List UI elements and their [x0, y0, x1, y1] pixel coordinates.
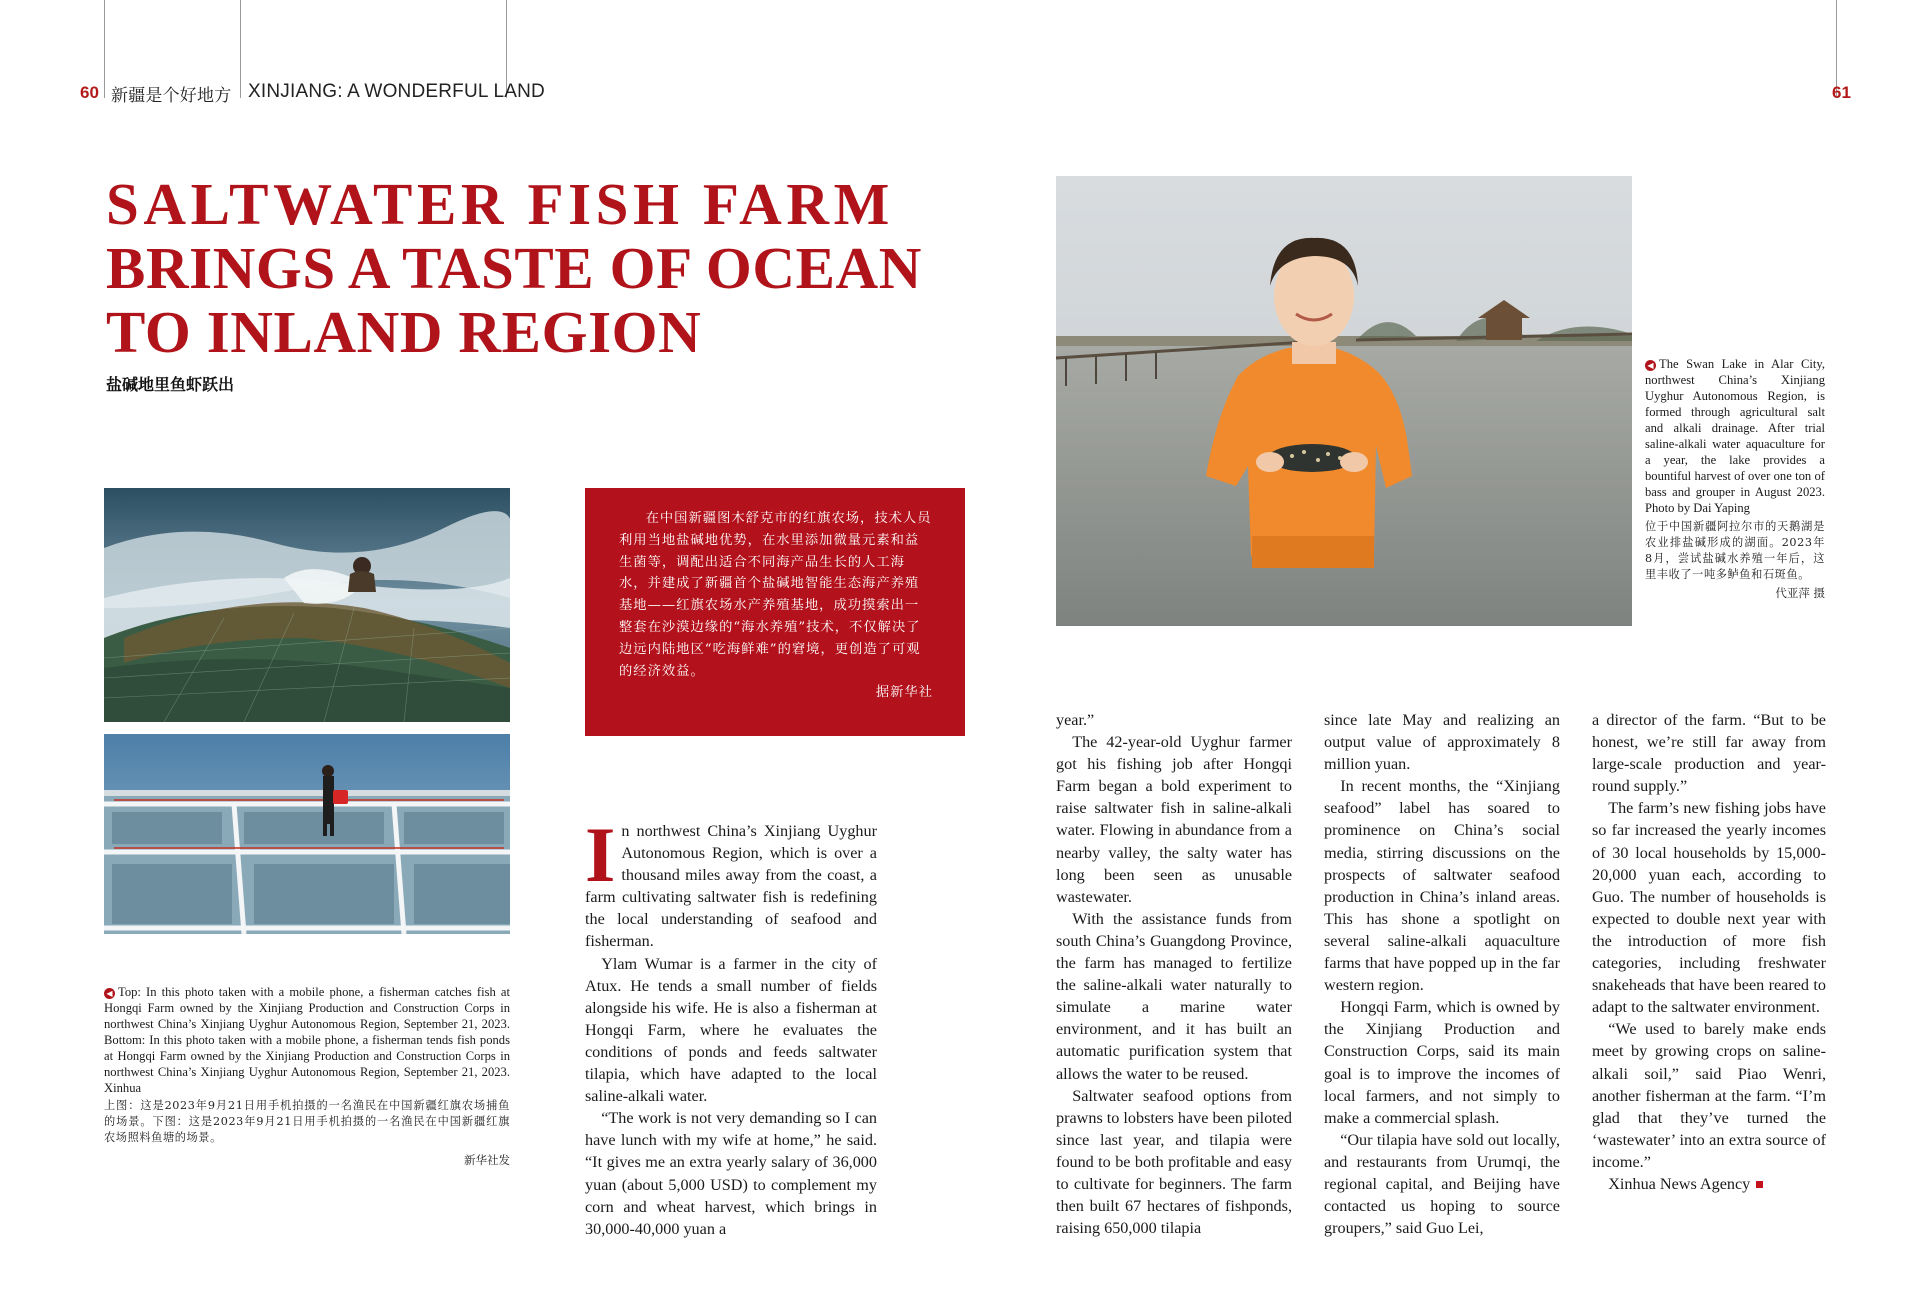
- body-paragraph: In northwest China’s Xinjiang Uyghur Autonomous Region, which is over a thousand miles away from the coast, a farm cultivating saltwater fish is redefining the local understanding of seafood and fisherman.: [585, 811, 877, 951]
- photo-fisherman-catching-fish: [104, 488, 510, 722]
- header-rule-1: [104, 0, 105, 98]
- caption-right-cn: 位于中国新疆阿拉尔市的天鹅湖是农业排盐碱形成的湖面。2023年8月，尝试盐碱水养殖一年后，这里丰收了一吨多鲈鱼和石斑鱼。: [1645, 520, 1825, 581]
- photo-fisherman-catching-fish-image: [104, 488, 510, 722]
- title-line-2: BRINGS A TASTE OF OCEAN: [106, 235, 922, 301]
- body-paragraph: Ylam Wumar is a farmer in the city of Atux. He tends a small number of fields alongside his wife. He is also a fisherman at Hongqi Farm, where he evaluates the conditions of ponds and feeds saltwater tilapia, which have adapted to the local saline-alkali water.: [585, 954, 877, 1106]
- caption-left-en: Top: In this photo taken with a mobile phone, a fisherman catches fish at Hongqi Farm owned by the Xinjiang Production and Construction Corps in northwest China’s Xinjiang Uyghur Autonomous Region, September 21, 2023. Bottom: In this photo taken with a mobile phone, a fisherman tends fish ponds at Hongqi Farm owned by the Xinjiang Production and Construction Corps in northwest China’s Xinjiang Uyghur Autonomous Region, September 21, 2023. Xinhua: [104, 985, 510, 1095]
- caption-right-en: The Swan Lake in Alar City, northwest China’s Xinjiang Uyghur Autonomous Region, is formed through agricultural salt and alkali drainage. After trial saline-alkali water aquaculture for a year, the lake provides a bountiful harvest of over one ton of bass and grouper in August 2023. Photo by Dai Yaping: [1645, 357, 1825, 515]
- body-column-3: [1324, 709, 1560, 1239]
- body-column-2: [1056, 709, 1292, 1239]
- page-number-left: 60: [80, 83, 99, 102]
- caption-arrow-icon: ◀: [104, 988, 115, 999]
- body-paragraph: The farm’s new fishing jobs have so far increased the yearly incomes of 30 local households by 15,000-20,000 yuan each, according to Guo. The number of households is expected to double next year with the introduction of more fish categories, including freshwater snakeheads that have been reared to adapt to the saltwater environment.: [1592, 799, 1826, 1017]
- subtitle-cn: 盐碱地里鱼虾跃出: [106, 375, 235, 394]
- body-paragraph: With the assistance funds from south China’s Guangdong Province, the farm has managed to fertilize the saline-alkali water naturally to simulate a marine water environment, and it has built an automatic purification system that allows the water to be reused.: [1056, 909, 1292, 1083]
- body-paragraph: “The work is not very demanding so I can have lunch with my wife at home,” he said. “It gives me an extra yearly salary of 36,000 yuan (about 5,000 USD) to complement my corn and wheat harvest, which brings in 30,000-40,000 yuan a: [585, 1109, 877, 1238]
- intro-box: [585, 488, 965, 736]
- page-number-right: 61: [1832, 83, 1851, 102]
- body-paragraph: “We used to barely make ends meet by growing crops on saline-alkali soil,” said Piao Wenri, another fisherman at the farm. “I’m glad that they’ve turned the ‘wastewater’ into an extra source of income.”: [1592, 1020, 1826, 1171]
- title-line-3: TO INLAND REGION: [106, 299, 702, 365]
- caption-arrow-icon: ◀: [1645, 360, 1656, 371]
- caption-right-credit: 代亚萍 摄: [1775, 586, 1825, 600]
- photo-woman-holding-fish-image: [1056, 176, 1632, 626]
- body-paragraph: Hongqi Farm, which is owned by the Xinjiang Production and Construction Corps, said its main goal is to improve the incomes of local farmers, and not simply to make a commercial splash.: [1324, 998, 1560, 1127]
- photo-woman-holding-fish: [1056, 176, 1632, 626]
- section-title-cn: 新疆是个好地方: [111, 86, 232, 106]
- photo-fisherman-tending-ponds: [104, 734, 510, 934]
- end-mark-icon: [1756, 1181, 1763, 1188]
- body-paragraph: year.”: [1056, 711, 1095, 729]
- body-paragraph: since late May and realizing an output value of approximately 8 million yuan.: [1324, 711, 1560, 774]
- title-line-1: SALTWATER FISH FARM: [106, 171, 894, 237]
- body-paragraph: “Our tilapia have sold out locally, and restaurants from Urumqi, the regional capital, and Beijing have contacted us hoping to source groupers,” said Guo Lei,: [1324, 1130, 1560, 1238]
- intro-text-cn: 在中国新疆图木舒克市的红旗农场，技术人员利用当地盐碱地优势，在水里添加微量元素和益生菌等，调配出适合不同海产品生长的人工海水，并建成了新疆首个盐碱地智能生态海产养殖基地——红旗农场水产养殖基地，成功摸索出一整套在沙漠边缘的“海水养殖”技术，不仅解决了边远内陆地区“吃海鲜难”的窘境，更创造了可观的经济效益。: [619, 511, 932, 679]
- header-rule-2: [240, 0, 241, 98]
- intro-credit: 据新华社: [875, 685, 933, 701]
- photo-fisherman-tending-ponds-image: [104, 734, 510, 934]
- caption-right: [1645, 356, 1825, 601]
- section-title-en: XINJIANG: A WONDERFUL LAND: [248, 81, 545, 102]
- body-column-1: [585, 811, 877, 1240]
- body-paragraph: a director of the farm. “But to be honest, we’re still far away from large-scale production and year-round supply.”: [1592, 711, 1826, 796]
- body-paragraph: Saltwater seafood options from prawns to lobsters have been piloted since last year, and tilapia were found to be both profitable and easy to cultivate for beginners. The farm then built 67 hectares of fishponds, raising 650,000 tilapia: [1056, 1086, 1293, 1238]
- caption-left: [104, 984, 510, 1168]
- body-paragraph: In recent months, the “Xinjiang seafood” label has soared to prominence on China’s social media, stirring discussions on the prospects of saltwater seafood production in China’s inland areas. This has shone a spotlight on several saline-alkali aquaculture farms that have popped up in the far western region.: [1324, 777, 1560, 995]
- caption-left-credit: 新华社发: [464, 1153, 510, 1167]
- article-title: [106, 171, 922, 365]
- body-paragraph: The 42-year-old Uyghur farmer got his fishing job after Hongqi Farm began a bold experiment to raise saltwater fish in saline-alkali water. Flowing in abundance from a nearby valley, the salty water has long been seen as unusable wastewater.: [1056, 733, 1292, 906]
- body-column-4: [1592, 709, 1826, 1195]
- byline: Xinhua News Agency: [1592, 1173, 1826, 1195]
- caption-left-cn: 上图：这是2023年9月21日用手机拍摄的一名渔民在中国新疆红旗农场捕鱼的场景。下图：这是2023年9月21日用手机拍摄的一名渔民在中国新疆红旗农场照料鱼塘的场景。: [104, 1099, 510, 1144]
- drop-cap: I: [585, 811, 616, 898]
